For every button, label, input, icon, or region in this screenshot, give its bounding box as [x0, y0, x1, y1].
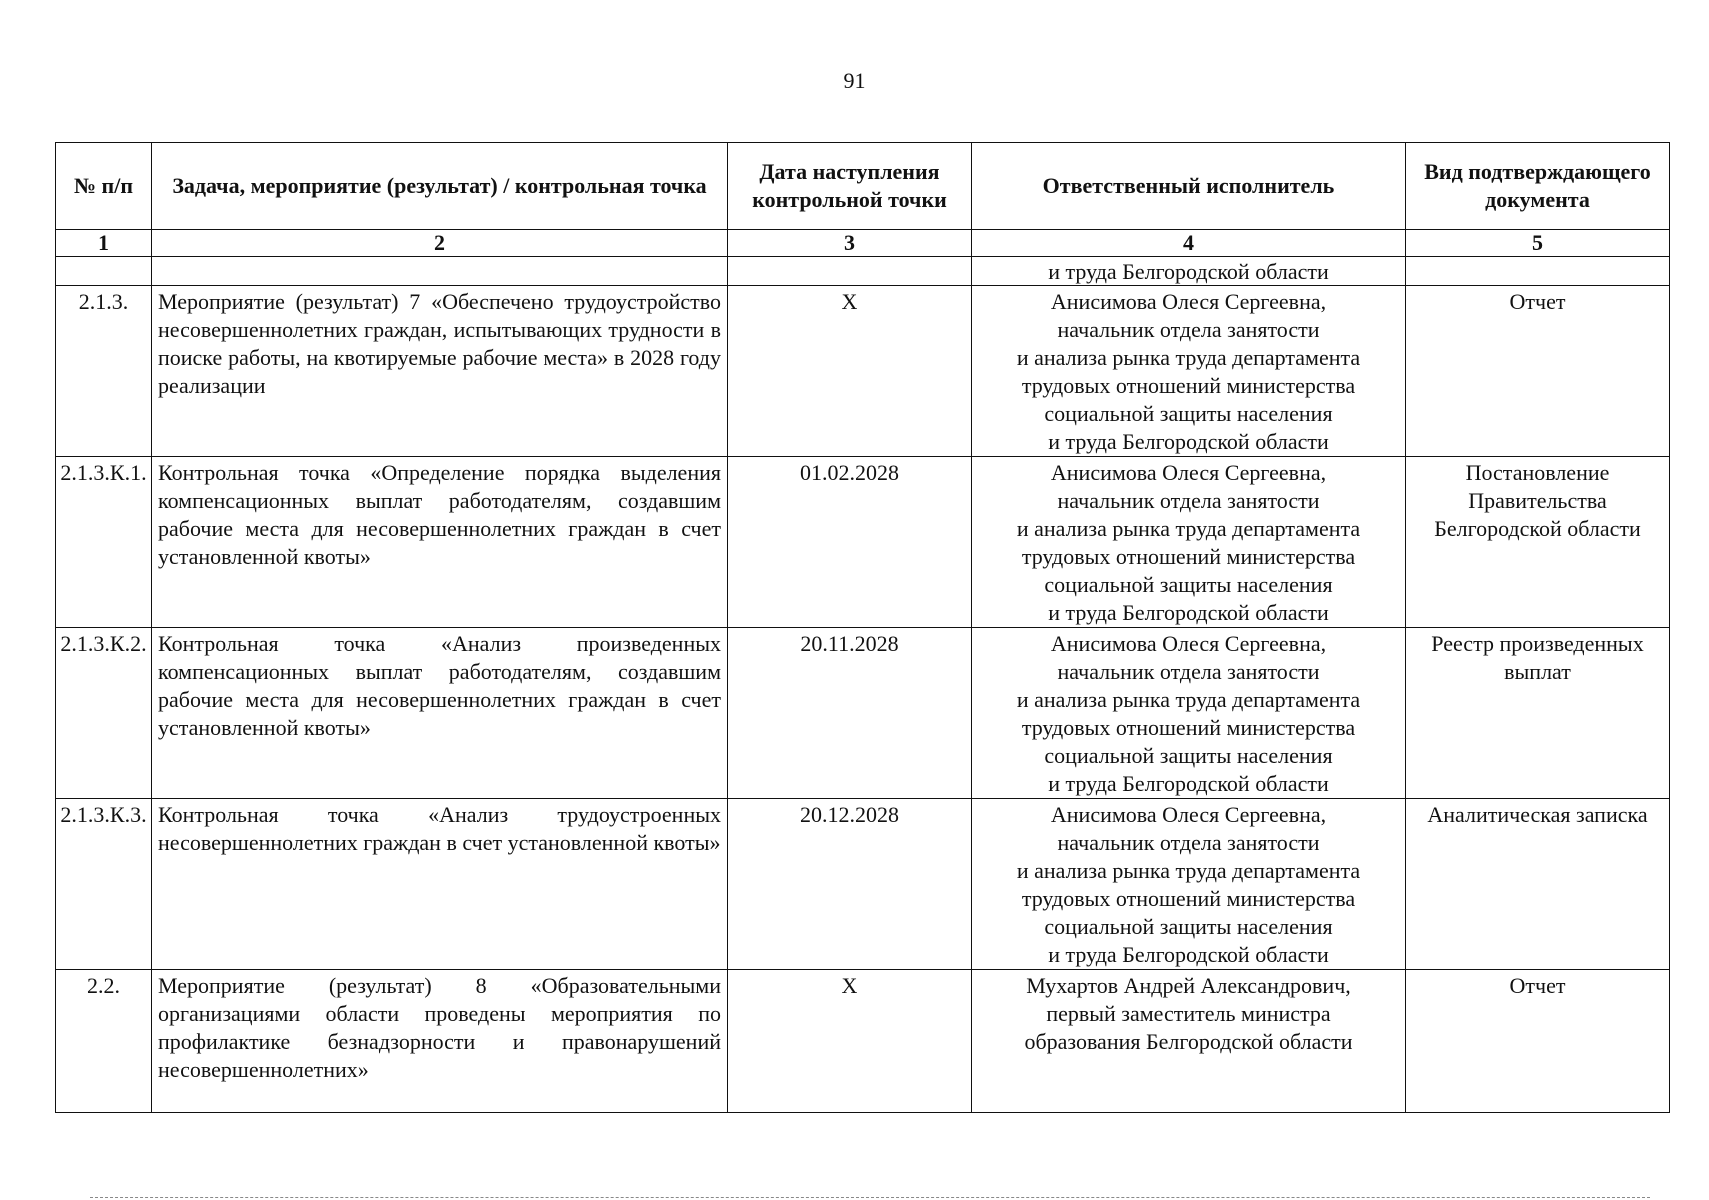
responsible-line: и анализа рынка труда департамента — [1016, 687, 1361, 712]
table-header-row — [56, 143, 1670, 230]
empty-cell — [56, 257, 152, 286]
row-number: 2.2. — [56, 970, 152, 1113]
page-number: 91 — [843, 68, 866, 93]
row-date: X — [728, 286, 972, 457]
row-task: Мероприятие (результат) 7 «Обеспечено трудоустройство несовершеннолетних граждан, испытывающих трудности в поиске работы, на квотируемые рабочие места» в 2028 году реализации — [152, 286, 728, 457]
row-number: 2.1.3. — [56, 286, 152, 457]
responsible-line: социальной защиты населения — [1044, 743, 1333, 768]
row-date: 20.11.2028 — [728, 628, 972, 799]
responsible-line: образования Белгородской области — [1024, 1029, 1353, 1054]
column-number-row — [56, 230, 1670, 257]
header-document: Вид подтверждающего документа — [1406, 143, 1670, 230]
responsible-line: социальной защиты населения — [1044, 401, 1333, 426]
responsible-line: и труда Белгородской области — [1048, 942, 1329, 967]
column-number: 5 — [1406, 230, 1670, 257]
row-task: Контрольная точка «Анализ трудоустроенных несовершеннолетних граждан в счет установленной квоты» — [152, 799, 728, 970]
row-document: Постановление Правительства Белгородской области — [1406, 457, 1670, 628]
responsible-line: трудовых отношений министерства — [1021, 715, 1356, 740]
responsible-line: начальник отдела занятости — [1057, 317, 1320, 342]
row-document: Отчет — [1406, 970, 1670, 1113]
responsible-line: Мухартов Андрей Александрович, — [1026, 973, 1351, 998]
table-row — [56, 799, 1670, 970]
header-number: № п/п — [56, 143, 152, 230]
responsible-line: первый заместитель министра — [1046, 1001, 1331, 1026]
row-date: 01.02.2028 — [728, 457, 972, 628]
row-number: 2.1.3.К.1. — [56, 457, 152, 628]
responsible-line: социальной защиты населения — [1044, 914, 1333, 939]
empty-cell — [1406, 257, 1670, 286]
row-date: 20.12.2028 — [728, 799, 972, 970]
row-number: 2.1.3.К.3. — [56, 799, 152, 970]
continuation-text: и труда Белгородской области — [972, 257, 1406, 286]
row-document: Отчет — [1406, 286, 1670, 457]
responsible-line: начальник отдела занятости — [1057, 488, 1320, 513]
responsible-line: и труда Белгородской области — [1048, 429, 1329, 454]
row-date: X — [728, 970, 972, 1113]
responsible-line: и анализа рынка труда департамента — [1016, 858, 1361, 883]
responsible-line: Анисимова Олеся Сергеевна, — [1050, 802, 1327, 827]
table-row — [56, 457, 1670, 628]
responsible-line: Анисимова Олеся Сергеевна, — [1050, 631, 1327, 656]
header-date: Дата наступления контрольной точки — [728, 143, 972, 230]
responsible-line: и труда Белгородской области — [1048, 600, 1329, 625]
header-task: Задача, мероприятие (результат) / контрольная точка — [152, 143, 728, 230]
row-document: Реестр произведенных выплат — [1406, 628, 1670, 799]
row-number: 2.1.3.К.2. — [56, 628, 152, 799]
row-document: Аналитическая записка — [1406, 799, 1670, 970]
row-task: Контрольная точка «Анализ произведенных компенсационных выплат работодателям, создавшим рабочие места для несовершеннолетних граждан в счет установленной квоты» — [152, 628, 728, 799]
table-row — [56, 286, 1670, 457]
continuation-row — [56, 257, 1670, 286]
responsible-line: начальник отдела занятости — [1057, 659, 1320, 684]
responsible-line: и анализа рынка труда департамента — [1016, 345, 1361, 370]
empty-cell — [728, 257, 972, 286]
responsible-line: социальной защиты населения — [1044, 572, 1333, 597]
responsible-line: трудовых отношений министерства — [1021, 373, 1356, 398]
row-responsible — [972, 286, 1406, 457]
responsible-line: начальник отдела занятости — [1057, 830, 1320, 855]
header-responsible: Ответственный исполнитель — [972, 143, 1406, 230]
responsible-line: Анисимова Олеся Сергеевна, — [1050, 289, 1327, 314]
row-responsible — [972, 628, 1406, 799]
column-number: 2 — [152, 230, 728, 257]
column-number: 1 — [56, 230, 152, 257]
table-row — [56, 970, 1670, 1113]
row-task: Мероприятие (результат) 8 «Образовательными организациями области проведены мероприятия по профилактике безнадзорности и правонарушений несовершеннолетних» — [152, 970, 728, 1113]
responsible-line: Анисимова Олеся Сергеевна, — [1050, 460, 1327, 485]
responsible-line: трудовых отношений министерства — [1021, 544, 1356, 569]
column-number: 4 — [972, 230, 1406, 257]
table-row — [56, 628, 1670, 799]
row-responsible — [972, 970, 1406, 1113]
empty-cell — [152, 257, 728, 286]
scan-edge-divider — [90, 1197, 1650, 1198]
row-responsible — [972, 457, 1406, 628]
row-task: Контрольная точка «Определение порядка выделения компенсационных выплат работодателям, создавшим рабочие места для несовершеннолетних граждан в счет установленной квоты» — [152, 457, 728, 628]
plan-table — [55, 142, 1670, 1113]
responsible-line: трудовых отношений министерства — [1021, 886, 1356, 911]
row-responsible — [972, 799, 1406, 970]
column-number: 3 — [728, 230, 972, 257]
responsible-line: и труда Белгородской области — [1048, 771, 1329, 796]
responsible-line: и анализа рынка труда департамента — [1016, 516, 1361, 541]
